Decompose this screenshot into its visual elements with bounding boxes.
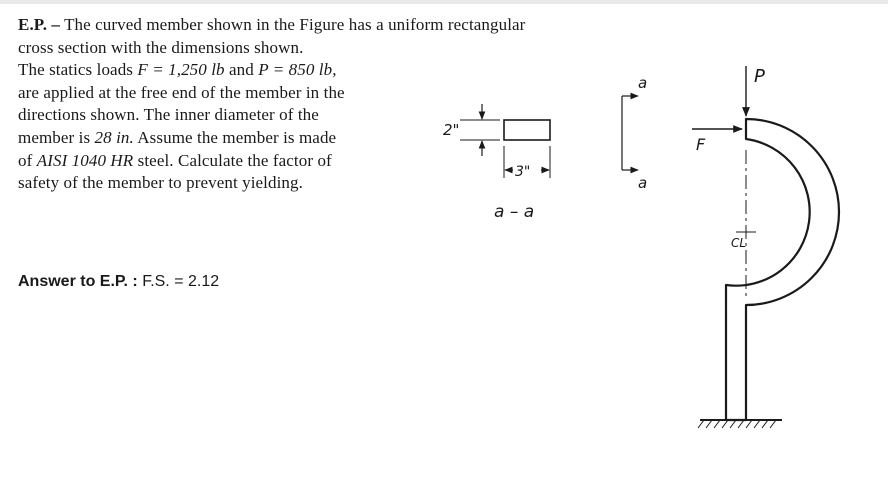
- load-P-value: P = 850 lb,: [258, 60, 337, 80]
- answer-value: F.S. = 2.12: [142, 273, 220, 290]
- member-outline: [726, 119, 839, 420]
- problem-text: member is: [18, 127, 95, 147]
- curved-member: [698, 119, 839, 428]
- section-caption: a – a: [494, 202, 535, 222]
- cross-section: [443, 104, 550, 222]
- problem-label: E.P. –: [18, 15, 61, 34]
- section-rectangle: [504, 120, 550, 140]
- problem-line-8: safety of the member to prevent yielding.: [18, 173, 303, 193]
- problem-text: of: [18, 150, 37, 170]
- problem-text: and: [224, 60, 259, 80]
- centerline-label: CL: [731, 236, 747, 250]
- problem-text: Assume the member is made: [133, 127, 337, 147]
- inner-diameter-value: 28 in.: [94, 127, 134, 147]
- problem-text: The statics loads: [18, 60, 138, 80]
- problem-text: steel. Calculate the factor of: [133, 150, 332, 170]
- problem-line-4: are applied at the free end of the member in the: [18, 82, 345, 102]
- problem-text: The curved member shown in the Figure has a uniform rectangular: [64, 15, 526, 34]
- cut-label-top: a: [638, 74, 648, 92]
- load-P: [746, 66, 765, 116]
- answer-label: Answer to E.P. :: [18, 273, 138, 290]
- load-P-label: P: [754, 66, 765, 87]
- section-width-label: 3": [515, 164, 531, 180]
- section-height-label: 2": [443, 121, 460, 139]
- load-F: [692, 129, 742, 154]
- cut-label-bottom: a: [638, 174, 648, 192]
- problem-line-5: directions shown. The inner diameter of the: [18, 105, 319, 125]
- section-cut-indicator: [622, 74, 647, 192]
- problem-line-2: cross section with the dimensions shown.: [18, 37, 304, 57]
- load-F-label: F: [696, 135, 706, 154]
- load-F-value: F = 1,250 lb: [137, 60, 225, 80]
- material-name: AISI 1040 HR: [36, 150, 134, 170]
- support-hatching: [698, 420, 776, 428]
